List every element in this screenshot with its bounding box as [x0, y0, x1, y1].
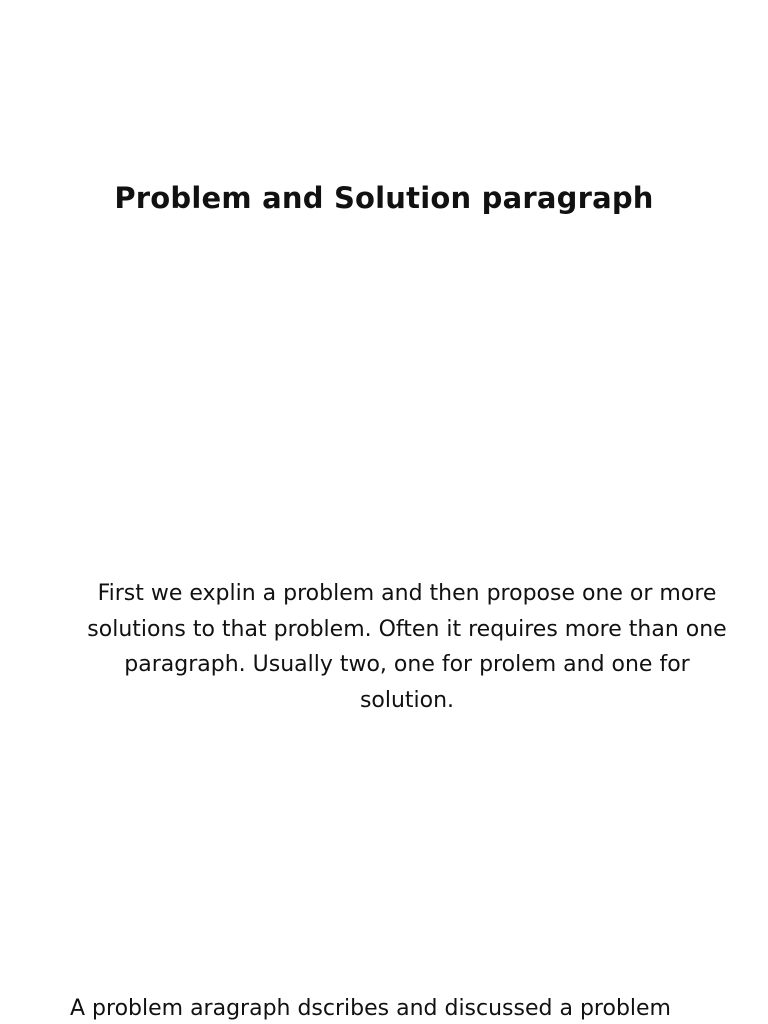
intro-paragraph: First we explin a problem and then propose one or more solutions to that problem. Often it requires more than one paragraph. Usually two, one for prolem and one for solution.: [87, 581, 727, 713]
page-title: Problem and Solution paragraph: [114, 181, 654, 215]
body-paragraph-start: A problem aragraph dscribes and discussed a problem: [70, 996, 671, 1021]
